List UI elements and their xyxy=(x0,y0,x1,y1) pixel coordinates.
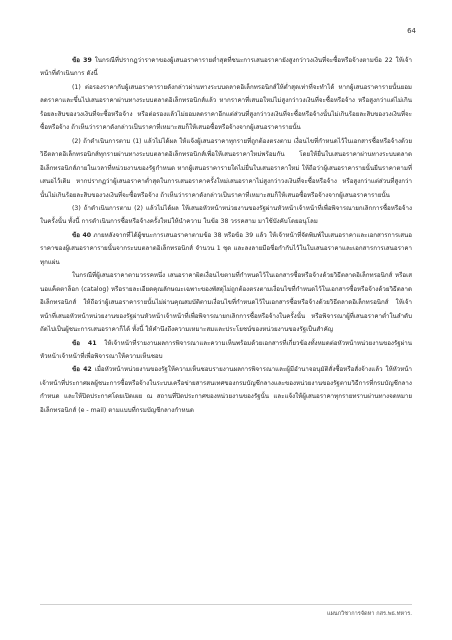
page-number: 64 xyxy=(407,27,416,35)
paragraph-text: ภายหลังจากที่ได้ผู้ชนะการเสนอราคาตามข้อ 38 หรือข้อ 39 แล้ว ให้เจ้าหน้าที่จัดพิมพ์ใบเสนอราคาและเอกสารการเสนอราคาของผู้เสนอราคารายนั้นจากระบบตลาดอิเล็กทรอนิกส์ จำนวน 1 ชุด และลงลายมือชื่อกำกับไว้ในใบเสนอราคาและเอกสารการเสนอราคาทุกแผ่น xyxy=(40,231,412,266)
clause-number: ข้อ 42 xyxy=(72,366,92,374)
clause-number: ข้อ 39 xyxy=(72,57,92,64)
paragraph-clause-42 xyxy=(40,363,412,417)
paragraph-clause-39 xyxy=(40,54,412,81)
paragraph-clause-41 xyxy=(40,337,412,364)
paragraph-item-3 xyxy=(40,202,412,229)
paragraph-item-2 xyxy=(40,135,412,202)
paragraph-text: (3) ถ้าดำเนินการตาม (2) แล้วไม่ได้ผล ให้เสนอหัวหน้าหน่วยงานของรัฐผ่านหัวหน้าเจ้าหน้าที่เพื่อพิจารณายกเลิกการซื้อหรือจ้างในครั้งนั้น ทั้งนี้ การดำเนินการซื้อหรือจ้างครั้งใหม่ให้นำความ ในข้อ 38 วรรคสาม มาใช้บังคับโดยอนุโลม xyxy=(40,204,412,226)
paragraph-text: เมื่อหัวหน้าหน่วยงานของรัฐให้ความเห็นชอบรายงานผลการพิจารณาและผู้มีอำนาจอนุมัติสั่งซื้อหรือสั่งจ้างแล้ว ให้หัวหน้าเจ้าหน้าที่ประกาศผลผู้ชนะการซื้อหรือจ้างในระบบเครือข่ายสารสนเทศของกรมบัญชีกลางและของหน่วยงานของรัฐตามวิธีการที่กรมบัญชีกลางกำหนด และให้ปิดประกาศโดยเปิดเผย ณ สถานที่ปิดประกาศของหน่วยงานของรัฐนั้น และแจ้งให้ผู้เสนอราคาทุกรายทราบผ่านทางจดหมายอิเล็กทรอนิกส์ (e - mail) ตามแบบที่กรมบัญชีกลางกำหนด xyxy=(40,366,412,414)
paragraph-text: ในกรณีที่ผู้เสนอราคาตามวรรคหนึ่ง เสนอราคาผิดเงื่อนไขตามที่กำหนดไว้ในเอกสารซื้อหรือจ้างด้วยวิธีตลาดอิเล็กทรอนิกส์ หรือเสนอแค็ตตาล็อก (catalog) หรือรายละเอียดคุณลักษณะเฉพาะของพัสดุไม่ถูกต้องตรงตามเงื่อนไขที่กำหนดไว้ในเอกสารซื้อหรือจ้างด้วยวิธีตลาดอิเล็กทรอนิกส์ ให้ถือว่าผู้เสนอราคารายนั้นไม่ผ่านคุณสมบัติตามเงื่อนไขที่กำหนดไว้ในเอกสารซื้อหรือจ้างด้วยวิธีตลาดอิเล็กทรอนิกส์ ให้เจ้าหน้าที่เสนอหัวหน้าหน่วยงานของรัฐผ่านหัวหน้าเจ้าหน้าที่เพื่อพิจารณายกเลิกการซื้อหรือจ้างในครั้งนั้น หรือพิจารณาผู้ที่เสนอราคาต่ำในลำดับถัดไปเป็นผู้ชนะการเสนอราคาก็ได้ ทั้งนี้ ให้คำนึงถึงความเหมาะสมและประโยชน์ของหน่วยงานของรัฐเป็นสำคัญ xyxy=(40,272,412,334)
paragraph-item-1 xyxy=(40,81,412,135)
footer-divider xyxy=(40,604,412,605)
paragraph-text: ในกรณีที่ปรากฏว่าราคาของผู้เสนอราคารายต่ำสุดที่ชนะการเสนอราคายังสูงกว่าวงเงินที่จะซื้อหรือจ้างตามข้อ 22 ให้เจ้าหน้าที่ดำเนินการ ดังนี้ xyxy=(40,57,412,78)
paragraph-clause-40-para-2 xyxy=(40,269,412,336)
clause-number: ข้อ 41 xyxy=(72,339,97,347)
clause-number: ข้อ 40 xyxy=(72,231,92,239)
paragraph-text: (2) ถ้าดำเนินการตาม (1) แล้วไม่ได้ผล ให้แจ้งผู้เสนอราคาทุกรายที่ถูกต้องตรงตาม เงื่อนไขที่กำหนดไว้ในเอกสารซื้อหรือจ้างด้วยวิธีตลาดอิเล็กทรอนิกส์ทุกรายผ่านทางระบบตลาดอิเล็กทรอนิกส์เพื่อให้เสนอราคาใหม่พร้อมกัน โดยให้ยื่นใบเสนอราคาผ่านทางระบบตลาดอิเล็กทรอนิกส์ภายในเวลาที่หน่วยงานของรัฐกำหนด หากผู้เสนอราคารายใดไม่ยื่นใบเสนอราคาใหม่ ให้ถือว่าผู้เสนอราคารายนั้นยืนราคาตามที่เสนอไว้เดิม หากปรากฏว่าผู้เสนอราคาต่ำสุดในการเสนอราคาครั้งใหม่เสนอราคาไม่สูงกว่าวงเงินที่จะซื้อหรือจ้าง หรือสูงกว่าแต่ส่วนที่สูงกว่านั้นไม่เกินร้อยละสิบของวงเงินที่จะซื้อหรือจ้าง ถ้าเห็นว่าราคาดังกล่าวเป็นราคาที่เหมาะสมก็ให้เสนอซื้อหรือจ้างจากผู้เสนอราคารายนั้น xyxy=(40,137,412,199)
document-body xyxy=(40,54,412,417)
page-footer: แผนกวิชาการจัดหา กสร.พธ.ทหาร. xyxy=(327,611,412,617)
paragraph-text: ให้เจ้าหน้าที่รายงานผลการพิจารณาและความเห็นพร้อมด้วยเอกสารที่เกี่ยวข้องทั้งหมดต่อหัวหน้าหน่วยงานของรัฐผ่านหัวหน้าเจ้าหน้าที่เพื่อพิจารณาให้ความเห็นชอบ xyxy=(40,339,412,360)
paragraph-text: (1) ต่อรองราคากับผู้เสนอราคารายดังกล่าวผ่านทางระบบตลาดอิเล็กทรอนิกส์ให้ต่ำสุดเท่าที่จะทำได้ หากผู้เสนอราคารายนั้นยอมลดราคาและขึ้นไปเสนอราคาผ่านทางระบบตลาดอิเล็กทรอนิกส์แล้ว หากราคาที่เสนอใหม่ไม่สูงกว่าวงเงินที่จะซื้อหรือจ้าง หรือสูงกว่าแต่ไม่เกินร้อยละสิบของวงเงินที่จะซื้อหรือจ้าง หรือต่อรองแล้วไม่ยอมลดราคาอีกแต่ส่วนที่สูงกว่าวงเงินที่จะซื้อหรือจ้างนั้นไม่เกินร้อยละสิบของวงเงินที่จะซื้อหรือจ้าง ถ้าเห็นว่าราคาดังกล่าวเป็นราคาที่เหมาะสมก็ให้เสนอซื้อหรือจ้างจากผู้เสนอราคารายนั้น xyxy=(40,83,412,132)
paragraph-clause-40 xyxy=(40,229,412,269)
